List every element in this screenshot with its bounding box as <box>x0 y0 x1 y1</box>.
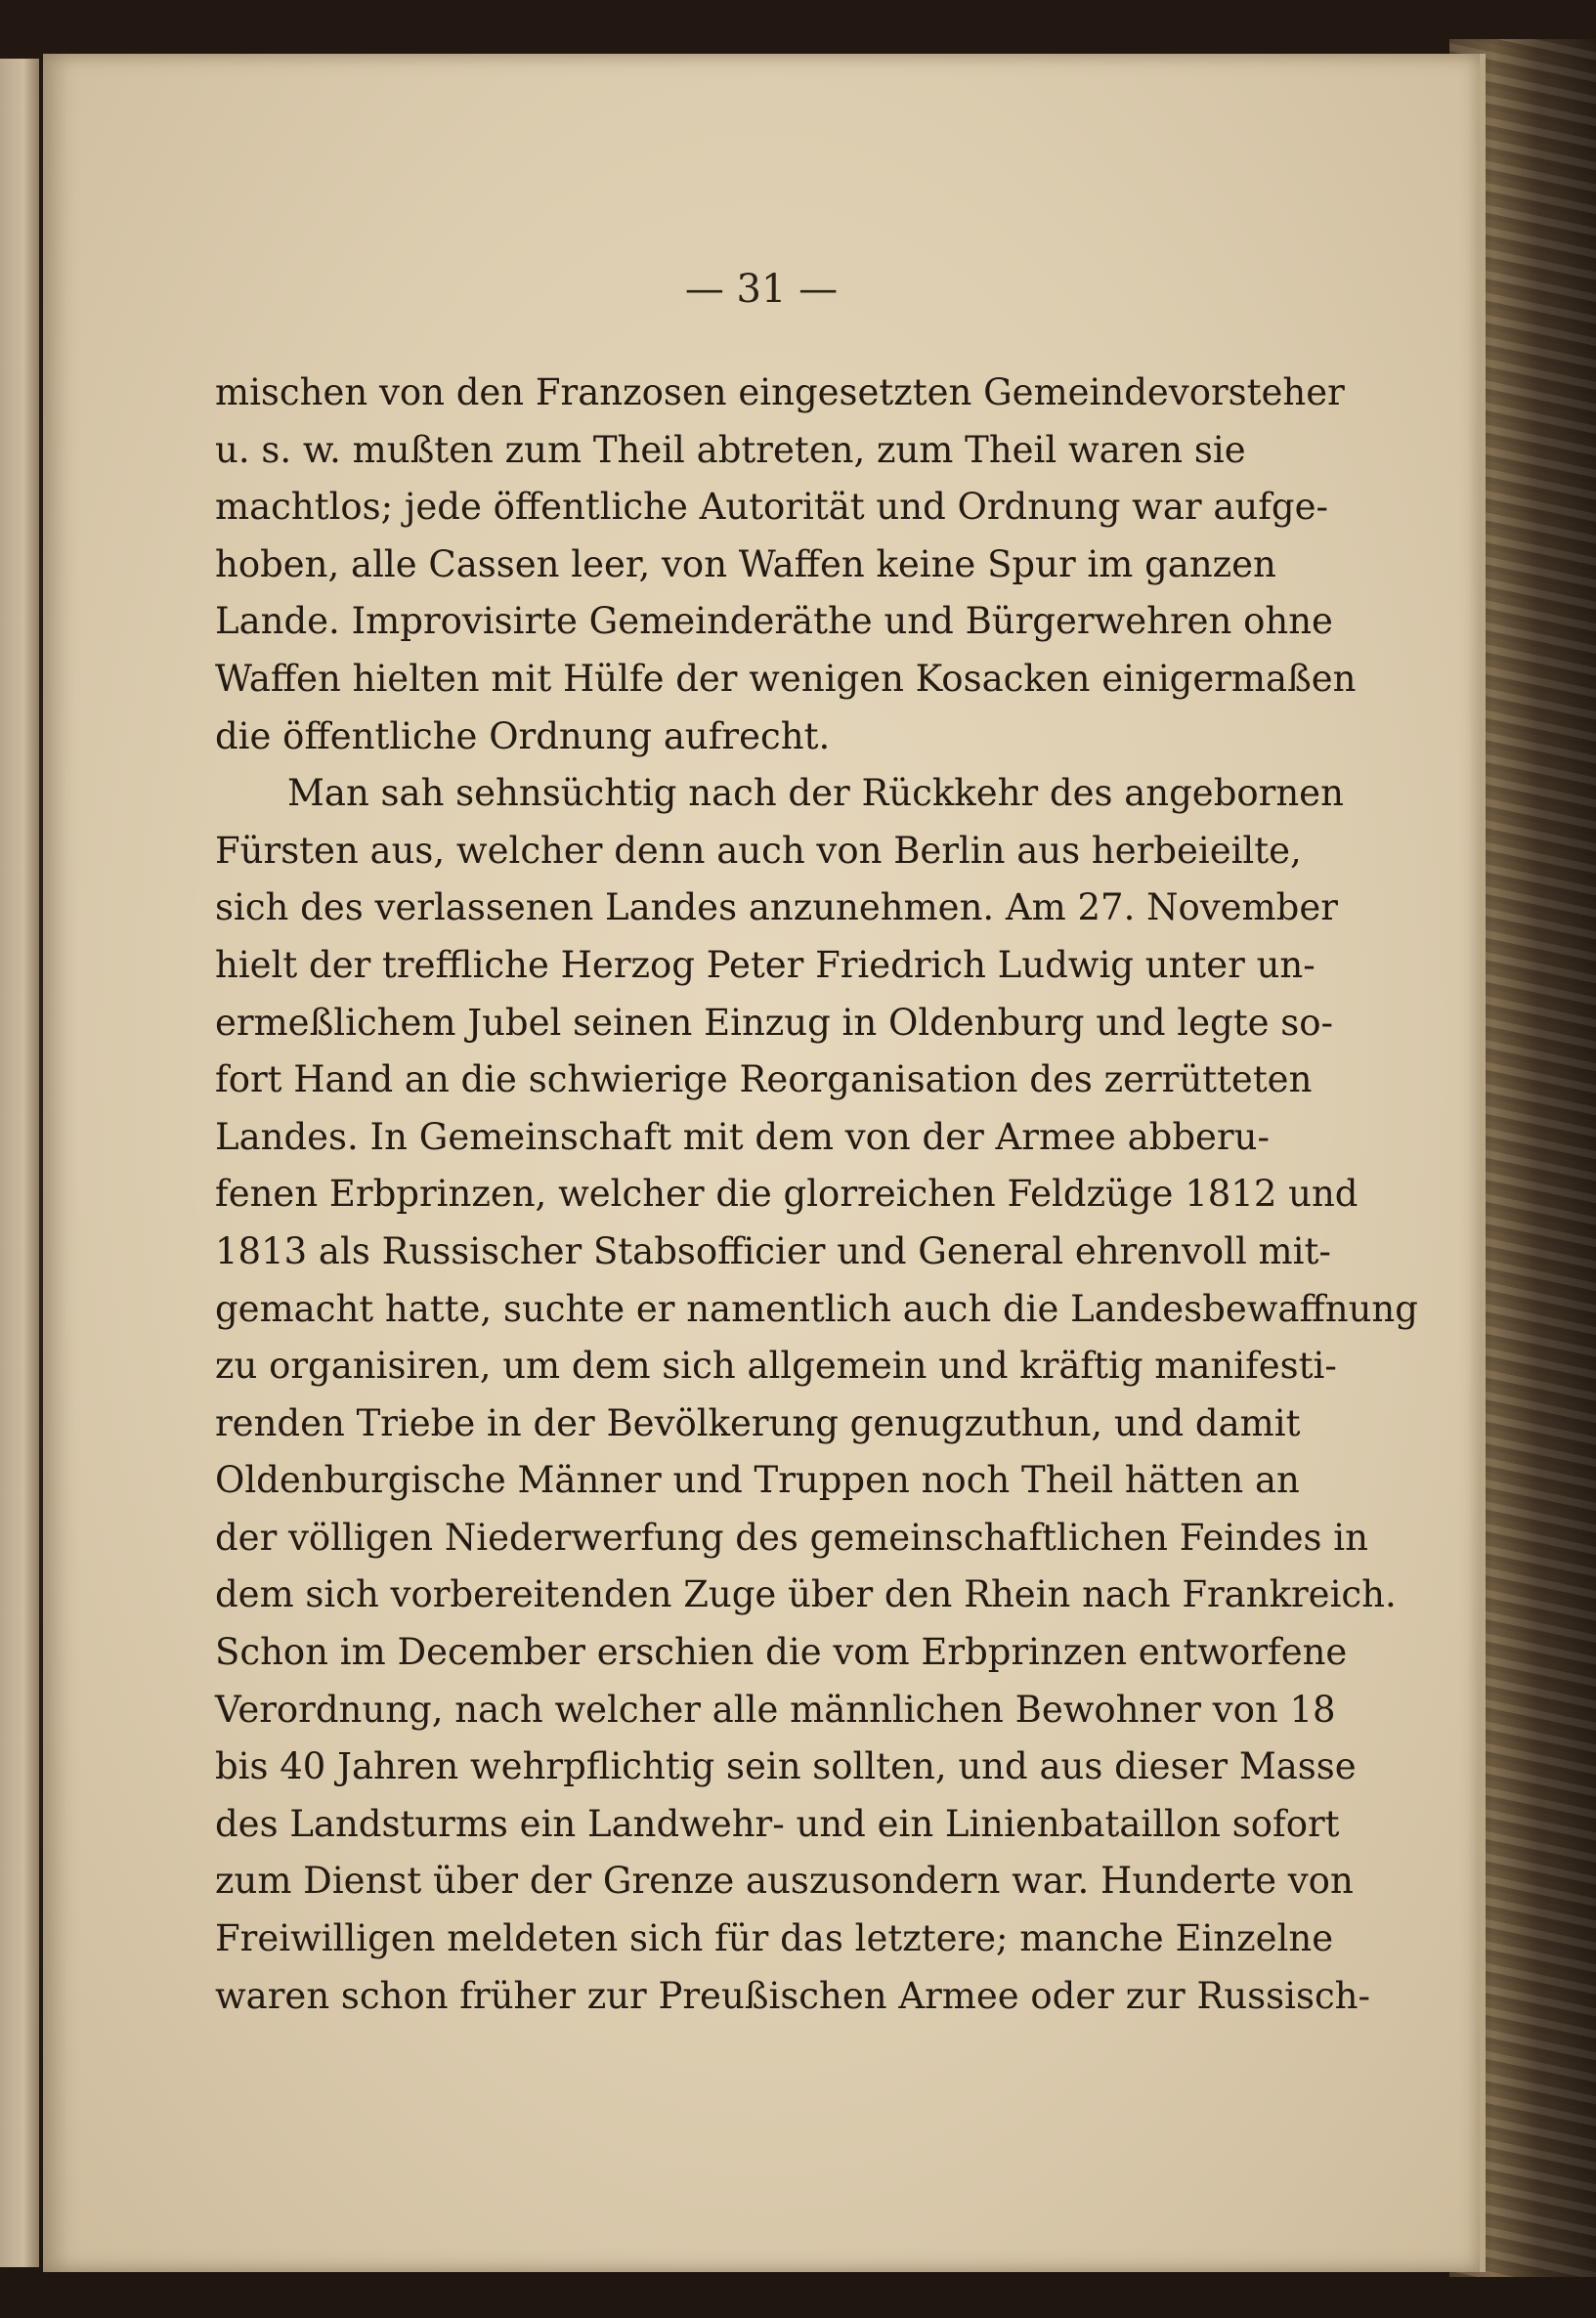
text-line: hoben, alle Cassen leer, von Waffen keine Spur im ganzen <box>215 542 1276 585</box>
text-line: Landes. In Gemeinschaft mit dem von der Armee abberu- <box>215 1115 1270 1158</box>
book-page <box>43 54 1486 2272</box>
text-line: ermeßlichem Jubel seinen Einzug in Oldenburg und legte so- <box>215 1001 1334 1044</box>
text-line: Fürsten aus, welcher denn auch von Berlin aus herbeieilte, <box>215 829 1302 872</box>
text-line: Man sah sehnsüchtig nach der Rückkehr des angebornen <box>287 772 1344 815</box>
text-line: der völligen Niederwerfung des gemeinschaftlichen Feindes in <box>215 1516 1368 1559</box>
text-line: Schon im December erschien die vom Erbprinzen entworfene <box>215 1631 1348 1674</box>
text-line: zum Dienst über der Grenze auszusondern war. Hunderte von <box>215 1860 1354 1903</box>
text-line: sich des verlassenen Landes anzunehmen. Am 27. November <box>215 886 1338 929</box>
text-line: Lande. Improvisirte Gemeinderäthe und Bürgerwehren ohne <box>215 600 1333 643</box>
text-line: 1813 als Russischer Stabsofficier und General ehrenvoll mit- <box>215 1229 1331 1272</box>
text-line: fenen Erbprinzen, welcher die glorreichen Feldzüge 1812 und <box>215 1173 1359 1216</box>
facing-page-edge <box>0 59 39 2267</box>
text-line: dem sich vorbereitenden Zuge über den Rhein nach Frankreich. <box>215 1573 1397 1616</box>
text-line: die öffentliche Ordnung aufrecht. <box>215 714 831 757</box>
text-line: waren schon früher zur Preußischen Armee oder zur Russisch- <box>215 1974 1371 2017</box>
text-line: machtlos; jede öffentliche Autorität und Ordnung war aufge- <box>215 486 1328 529</box>
text-line: Verordnung, nach welcher alle männlichen Bewohner von 18 <box>215 1688 1336 1731</box>
text-line: mischen von den Franzosen eingesetzten Gemeindevorsteher <box>215 371 1345 413</box>
text-line: renden Triebe in der Bevölkerung genugzuthun, und damit <box>215 1401 1301 1444</box>
text-line: gemacht hatte, suchte er namentlich auch die Landesbewaffnung <box>215 1287 1418 1330</box>
text-line: u. s. w. mußten zum Theil abtreten, zum Theil waren sie <box>215 428 1246 471</box>
text-line: bis 40 Jahren wehrpflichtig sein sollten, und aus dieser Masse <box>215 1745 1357 1788</box>
text-line: des Landsturms ein Landwehr- und ein Linienbataillon sofort <box>215 1802 1340 1845</box>
text-line: zu organisiren, um dem sich allgemein und kräftig manifesti- <box>215 1345 1337 1388</box>
page-number: — 31 — <box>684 267 839 312</box>
text-line: Oldenburgische Männer und Truppen noch Theil hätten an <box>215 1459 1300 1502</box>
text-line: Freiwilligen meldeten sich für das letztere; manche Einzelne <box>215 1917 1334 1960</box>
text-line: fort Hand an die schwierige Reorganisation des zerrütteten <box>215 1058 1313 1101</box>
text-line: Waffen hielten mit Hülfe der wenigen Kosacken einigermaßen <box>215 657 1357 700</box>
text-line: hielt der treffliche Herzog Peter Friedrich Ludwig unter un- <box>215 943 1316 986</box>
body-text <box>215 365 1418 2025</box>
